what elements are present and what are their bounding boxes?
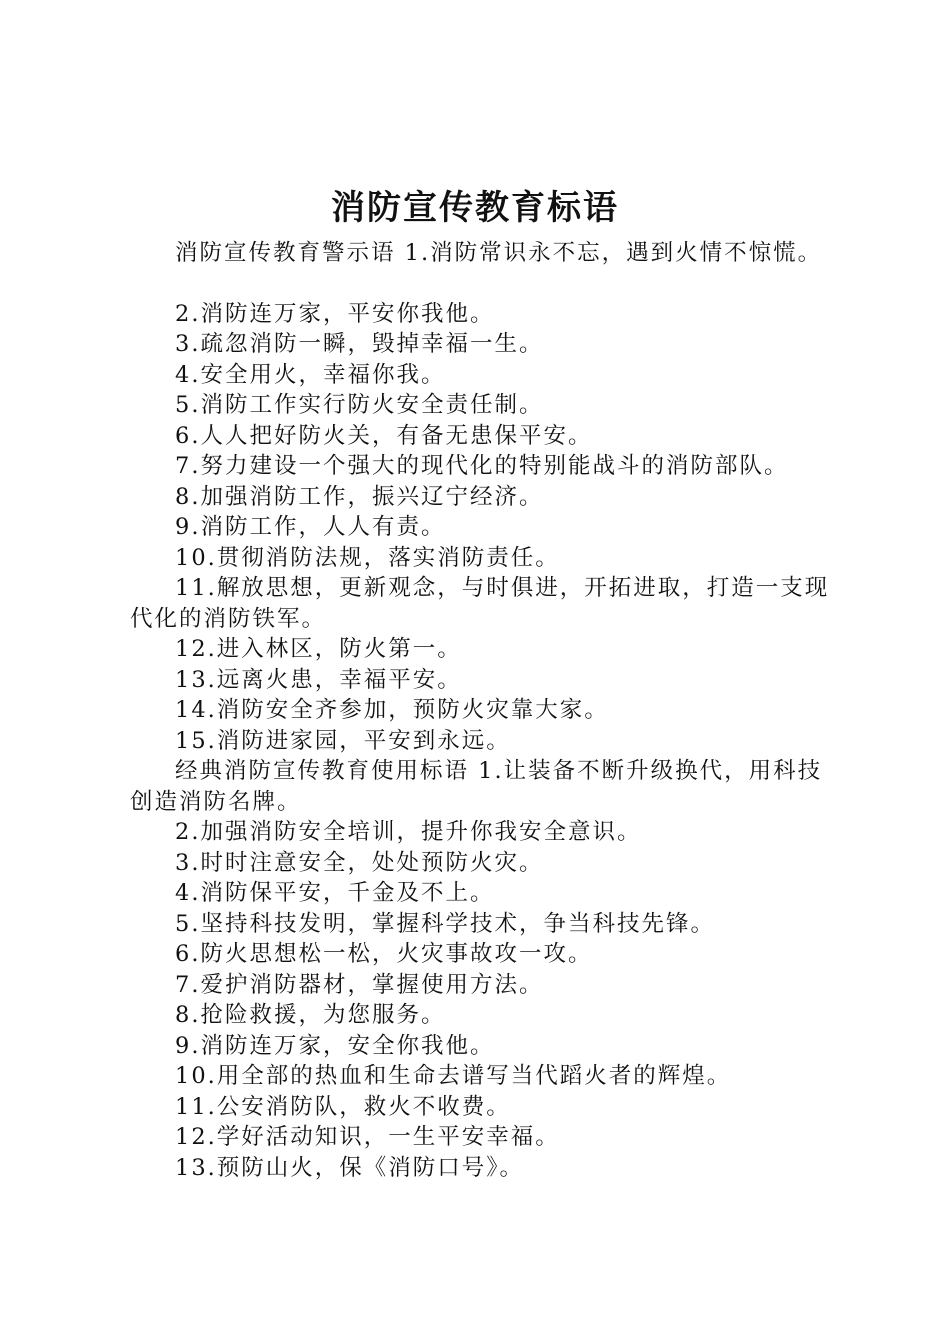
paragraph: 9.消防连万家，安全你我他。 — [175, 1032, 495, 1059]
paragraph: 15.消防进家园，平安到永远。 — [175, 727, 511, 754]
paragraph: 11.公安消防队，救火不收费。 — [175, 1093, 511, 1120]
paragraph: 4.消防保平安，千金及不上。 — [175, 880, 495, 906]
paragraph: 12.学好活动知识，一生平安幸福。 — [175, 1124, 560, 1150]
paragraph: 2.加强消防安全培训，提升你我安全意识。 — [175, 819, 642, 845]
paragraph: 5.坚持科技发明，掌握科学技术，争当科技先锋。 — [175, 910, 715, 937]
paragraph: 7.爱护消防器材，掌握使用方法。 — [175, 971, 544, 998]
paragraph: 14.消防安全齐参加，预防火灾靠大家。 — [175, 697, 609, 723]
paragraph: 6.防火思想松一松，火灾事故攻一攻。 — [175, 941, 593, 967]
paragraph: 9.消防工作，人人有责。 — [175, 514, 446, 540]
paragraph: 12.进入林区，防火第一。 — [175, 636, 462, 662]
paragraph: 3.疏忽消防一瞬，毁掉幸福一生。 — [175, 331, 544, 357]
page-title: 消防宣传教育标语 — [331, 188, 619, 228]
paragraph: 7.努力建设一个强大的现代化的特别能战斗的消防部队。 — [175, 453, 789, 479]
paragraph: 10.用全部的热血和生命去谱写当代蹈火者的辉煌。 — [175, 1063, 732, 1089]
paragraph: 13.预防山火，保《消防口号》。 — [175, 1154, 525, 1181]
paragraph: 5.消防工作实行防火安全责任制。 — [175, 392, 544, 418]
paragraph: 10.贯彻消防法规，落实消防责任。 — [175, 544, 560, 571]
paragraph: 6.人人把好防火关，有备无患保平安。 — [175, 422, 593, 449]
paragraph: 8.加强消防工作，振兴辽宁经济。 — [175, 483, 544, 510]
paragraph: 3.时时注意安全，处处预防火灾。 — [175, 849, 544, 876]
paragraph: 4.安全用火，幸福你我。 — [175, 361, 446, 388]
paragraph: 经典消防宣传教育使用标语 1.让装备不断升级换代，用科技创造消防名牌。 — [130, 758, 823, 815]
paragraph: 13.远离火患，幸福平安。 — [175, 666, 462, 693]
paragraph: 8.抢险救援，为您服务。 — [175, 1002, 446, 1028]
paragraph: 消防宣传教育警示语 1.消防常识永不忘，遇到火情不惊慌。 — [175, 240, 823, 266]
paragraph: 2.消防连万家，平安你我他。 — [175, 300, 495, 327]
paragraph: 11.解放思想，更新观念，与时俱进，开拓进取，打造一支现代化的消防铁军。 — [130, 575, 830, 632]
document-body — [130, 238, 845, 1183]
